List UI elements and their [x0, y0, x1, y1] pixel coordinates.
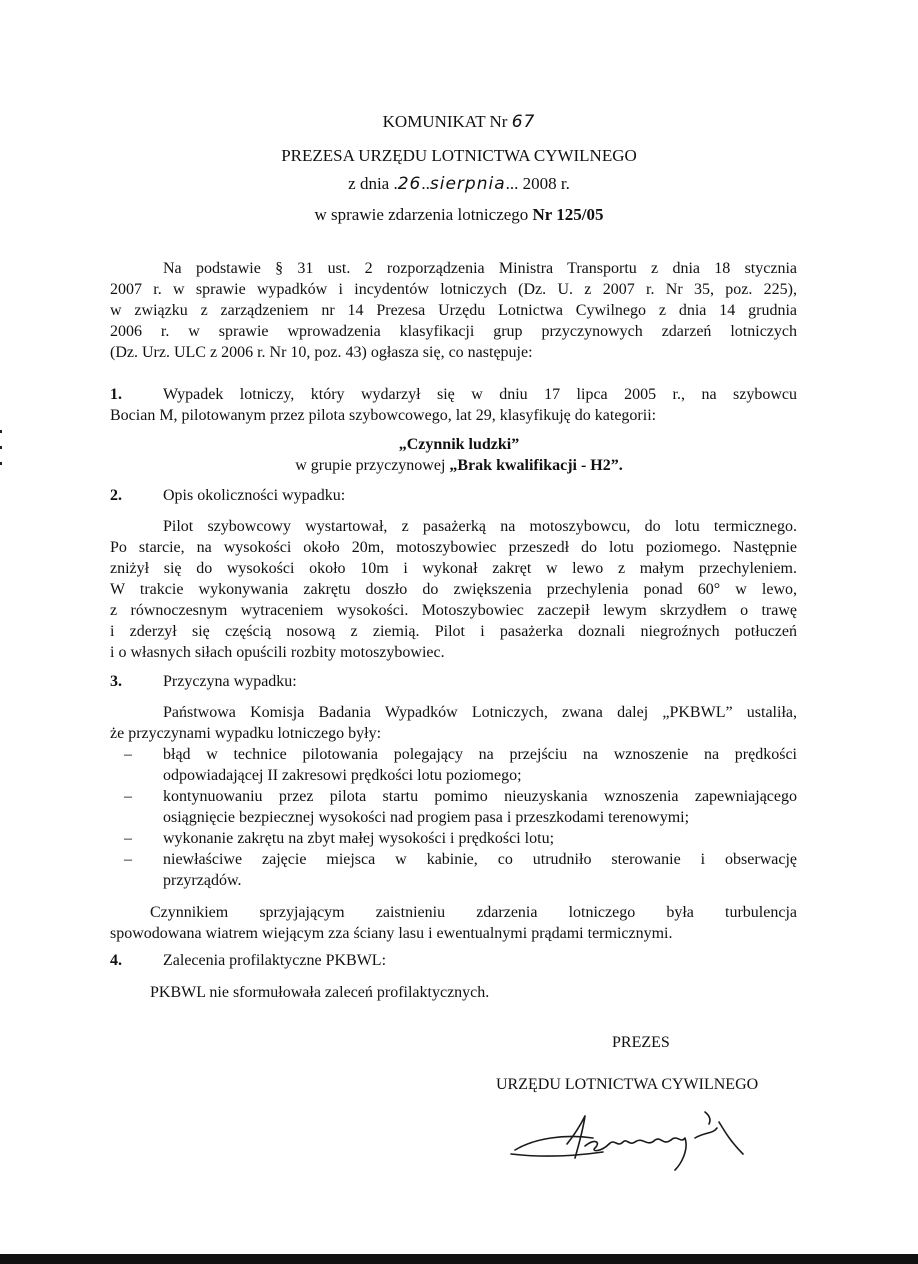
section-1-number: 1. — [110, 386, 122, 403]
scan-margin-mark — [0, 446, 2, 449]
signature-stroke — [511, 1152, 603, 1156]
bullet-dash: – — [124, 746, 132, 763]
section-2-line: z równoczesnym wytraceniem wysokości. Motoszybowiec zaczepił lewym skrzydłem o trawę — [110, 602, 797, 619]
section-1-line: Wypadek lotniczy, który wydarzył się w dniu 17 lipca 2005 r., na szybowcu — [163, 386, 797, 403]
issuer-heading: PREZESA URZĘDU LOTNICTWA CYWILNEGO — [281, 146, 637, 165]
signature-title: PREZES — [612, 1034, 670, 1051]
category-name: „Czynnik ludzki” — [398, 436, 520, 453]
cause-item-line: wykonanie zakrętu na zbyt małej wysokości i prędkości lotu; — [163, 830, 555, 847]
date-line — [0, 174, 918, 194]
intro-line: w związku z zarządzeniem nr 14 Prezesa Urzędu Lotnictwa Cywilnego z dnia 14 grudnia — [110, 302, 797, 319]
section-2-number: 2. — [110, 487, 122, 504]
signature-stroke — [705, 1112, 710, 1124]
signature-stroke — [695, 1128, 717, 1138]
bullet-dash: – — [124, 830, 132, 847]
intro-line: Na podstawie § 31 ust. 2 rozporządzenia Ministra Transportu z dnia 18 stycznia — [163, 260, 797, 277]
signature-stroke — [635, 1139, 671, 1143]
date-separator: .. — [421, 174, 430, 193]
komunikat-prefix: KOMUNIKAT Nr — [382, 112, 508, 131]
cause-item-line: niewłaściwe zajęcie miejsca w kabinie, co utrudniło sterowanie i obserwację — [163, 851, 797, 868]
section-2-title: Opis okoliczności wypadku: — [163, 487, 346, 504]
cause-item-line: przyrządów. — [163, 872, 242, 889]
cause-item-line: odpowiadającej II zakresowi prędkości lotu poziomego; — [163, 767, 522, 784]
section-3-intro-line: że przyczynami wypadku lotniczego były: — [110, 725, 382, 742]
komunikat-title — [0, 112, 918, 132]
signature-org: URZĘDU LOTNICTWA CYWILNEGO — [496, 1076, 759, 1093]
subject-number: Nr 125/05 — [532, 205, 604, 224]
date-prefix: z dnia . — [348, 174, 398, 193]
section-4-number: 4. — [110, 952, 122, 969]
signature-stroke — [719, 1122, 743, 1154]
section-2-line: zniżył się do wysokości około 10m i wykonał zakręt w lewo z małym przechyleniem. — [110, 560, 797, 577]
subject-line — [0, 205, 918, 225]
intro-line: 2006 r. w sprawie wprowadzenia klasyfikacji grup przyczynowych zdarzeń lotniczych — [110, 323, 797, 340]
section-3-intro-line: Państwowa Komisja Badania Wypadków Lotniczych, zwana dalej „PKBWL” ustaliła, — [163, 704, 797, 721]
bullet-dash: – — [124, 788, 132, 805]
cause-group-prefix: w grupie przyczynowej — [295, 457, 446, 474]
section-2-line: i o własnych siłach opuścili rozbity motoszybowiec. — [110, 644, 445, 661]
cause-group-name: „Brak kwalifikacji - H2”. — [449, 457, 623, 474]
section-4-title: Zalecenia profilaktyczne PKBWL: — [163, 952, 387, 969]
date-month: sierpnia — [429, 174, 506, 194]
date-day: 26 — [397, 174, 422, 194]
section-4-text: PKBWL nie sformułowała zaleceń profilaktycznych. — [150, 984, 490, 1001]
section-2-line: Po starcie, na wysokości około 20m, motoszybowiec przeszedł do lotu poziomego. Następnie — [110, 539, 797, 556]
signature-stroke — [585, 1142, 609, 1151]
section-3-title: Przyczyna wypadku: — [163, 673, 297, 690]
bullet-dash: – — [124, 851, 132, 868]
cause-item-line: osiągnięcie bezpiecznej wysokości nad progiem pasa i przeszkodami terenowymi; — [163, 809, 690, 826]
scan-margin-mark — [0, 430, 2, 433]
date-suffix: ... 2008 r. — [505, 174, 570, 193]
subject-prefix: w sprawie zdarzenia lotniczego — [314, 205, 529, 224]
section-2-line: W trakcie wykonywania zakrętu doszło do zwiększenia przechylenia ponad 60° w lewo, — [110, 581, 797, 598]
komunikat-number: 67 — [511, 112, 536, 132]
contributing-factor-line: spowodowana wiatrem wiejącym zza ściany lasu i ewentualnymi prądami termicznymi. — [110, 925, 673, 942]
section-1-line: Bocian M, pilotowanym przez pilota szybowcowego, lat 29, klasyfikuję do kategorii: — [110, 407, 657, 424]
cause-item-line: błąd w technice pilotowania polegający na przejściu na wznoszenie na prędkości — [163, 746, 797, 763]
scan-bottom-edge — [0, 1254, 918, 1264]
scan-margin-mark — [0, 462, 2, 465]
cause-group-line — [0, 457, 918, 475]
section-2-line: Pilot szybowcowy wystartował, z pasażerką na motoszybowcu, do lotu termicznego. — [163, 518, 797, 535]
contributing-factor-line: Czynnikiem sprzyjającym zaistnieniu zdarzenia lotniczego była turbulencja — [150, 904, 797, 921]
section-2-line: i zderzył się częścią nosową z ziemią. Pilot i pasażerka doznali niegroźnych potłuczeń — [110, 623, 797, 640]
signature-stroke — [515, 1137, 593, 1151]
handwritten-signature — [505, 1108, 755, 1178]
signature-stroke — [609, 1141, 635, 1144]
cause-item-line: kontynuowaniu przez pilota startu pomimo nieuzyskania wznoszenia zapewniającego — [163, 788, 797, 805]
intro-line: 2007 r. w sprawie wypadków i incydentów lotniczych (Dz. U. z 2007 r. Nr 35, poz. 225), — [110, 281, 797, 298]
section-3-number: 3. — [110, 673, 122, 690]
signature-stroke — [671, 1138, 686, 1170]
intro-line: (Dz. Urz. ULC z 2006 r. Nr 10, poz. 43) ogłasza się, co następuje: — [110, 344, 533, 361]
